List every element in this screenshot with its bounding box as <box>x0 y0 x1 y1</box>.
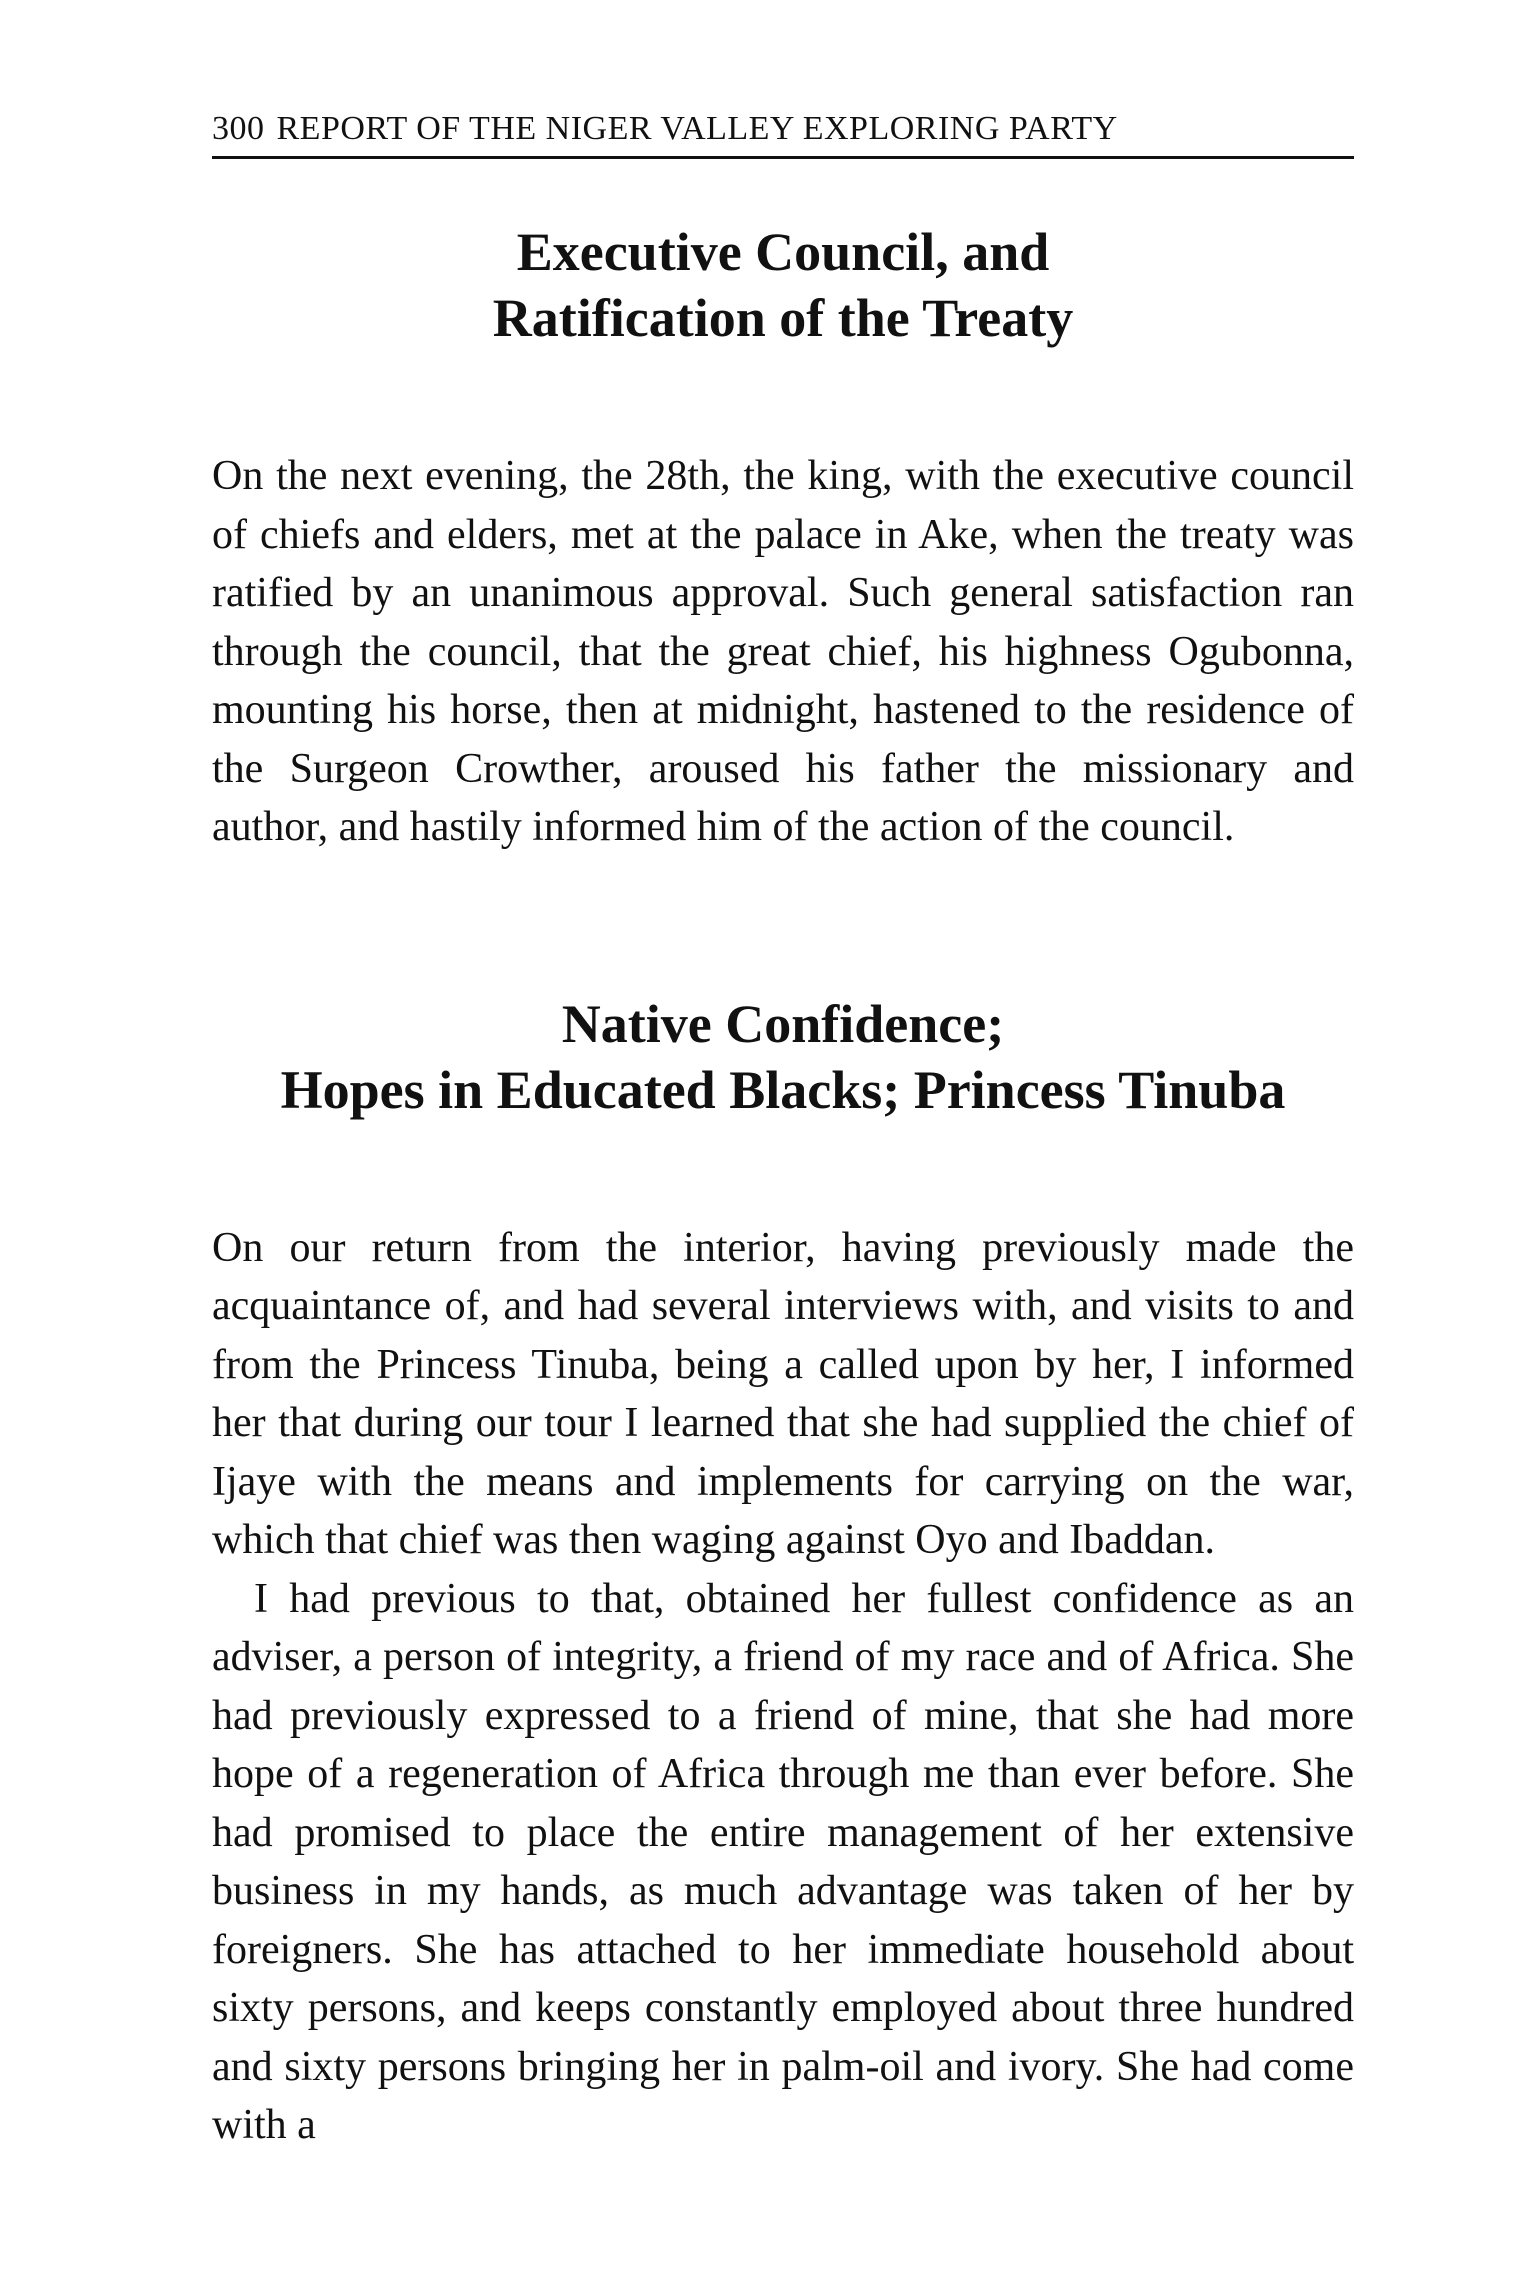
section-native-confidence <box>212 991 1354 2155</box>
section-title-line: Native Confidence; <box>561 993 1005 1054</box>
running-header <box>212 110 1354 159</box>
section-title-line: Executive Council, and <box>516 222 1050 282</box>
section-executive-council <box>212 219 1354 857</box>
section-body <box>212 1219 1354 2155</box>
section-title-line: Hopes in Educated Blacks; Princess Tinuba <box>280 1059 1286 1120</box>
section-title <box>212 219 1354 351</box>
running-title: REPORT OF THE NIGER VALLEY EXPLORING PARTY <box>276 110 1118 147</box>
section-title <box>212 991 1354 1123</box>
paragraph: On the next evening, the 28th, the king, with the executive council of chiefs and elders, met at the palace in Ake, when the treaty was ratified by an unanimous approval. Such general satisfaction ran through the council, that the great chief, his highness Ogubonna, mounting his horse, then at midnight, hastened to the residence of the Surgeon Crowther, aroused his father the missionary and author, and hastily informed him of the action of the council. <box>212 453 1354 850</box>
section-title-line: Ratification of the Treaty <box>492 288 1074 348</box>
page-number: 300 <box>212 110 265 147</box>
section-body <box>212 447 1354 857</box>
paragraph: I had previous to that, obtained her fullest confidence as an adviser, a person of integrity, a friend of my race and of Africa. She had previously expressed to a friend of mine, that she had more hope of a regeneration of Africa through me than ever before. She had promised to place the entire management of her extensive business in my hands, as much advantage was taken of her by foreigners. She has attached to her immediate household about sixty persons, and keeps constantly employed about three hundred and sixty persons bringing her in palm-oil and ivory. She had come with a <box>212 1575 1354 2148</box>
paragraph: On our return from the interior, having previously made the acquaintance of, and had several interviews with, and visits to and from the Princess Tinuba, being a called upon by her, I informed her that during our tour I learned that she had supplied the chief of Ijaye with the means and implements for carrying on the war, which that chief was then waging against Oyo and Ibaddan. <box>212 1224 1354 1563</box>
book-page <box>212 110 1354 2155</box>
